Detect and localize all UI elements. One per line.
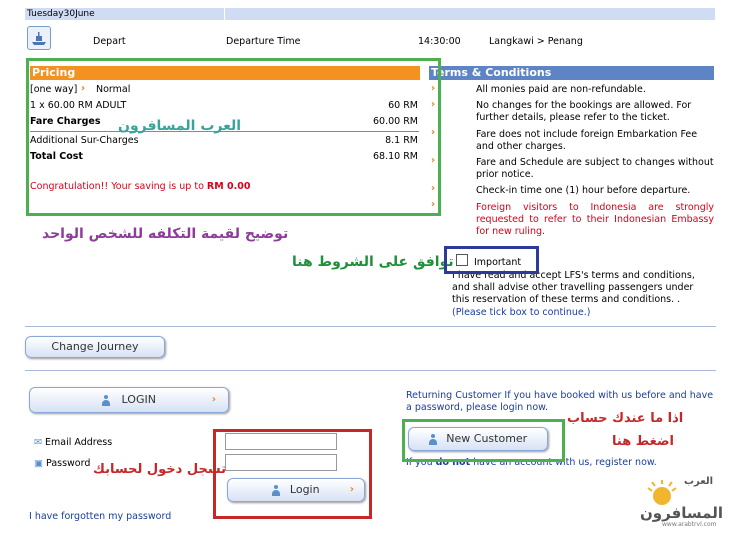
- envelope-icon: ✉: [34, 437, 42, 448]
- watermark-logo: [632, 476, 745, 531]
- new-customer-annotation-1: اذا ما عندك حساب: [567, 411, 684, 426]
- chevron-right-icon: ›: [349, 484, 354, 495]
- chevron-right-icon: ›: [431, 155, 436, 166]
- fare-charges-value: 60.00 RM: [372, 116, 418, 127]
- watermark-url: www.arabtrvl.com: [662, 521, 717, 528]
- forgot-password-link[interactable]: I have forgotten my password: [29, 511, 172, 522]
- watermark-title: المسافرون: [640, 504, 724, 522]
- fare-charges-label: Fare Charges: [30, 116, 101, 127]
- login-header-button[interactable]: [29, 387, 229, 413]
- saving-text: Congratulation!! Your saving is up to: [30, 181, 204, 192]
- fare-class: Normal: [96, 84, 131, 95]
- change-journey-button[interactable]: Change Journey: [25, 336, 165, 358]
- new-customer-highlight-box: [402, 419, 565, 462]
- chevron-right-icon: ›: [431, 83, 436, 94]
- agree-terms-annotation: توافق على الشروط هنا: [292, 254, 454, 270]
- surcharge-value: 8.1 RM: [385, 135, 418, 146]
- date-bar: [25, 8, 224, 20]
- chevron-right-icon: ›: [431, 99, 436, 110]
- section-divider: [25, 326, 716, 327]
- terms-item: All monies paid are non-refundable.: [476, 84, 646, 95]
- terms-warning: Foreign visitors to Indonesia are strongly requested to refer to their Indonesian Embassy for new ruling.: [476, 202, 714, 237]
- chevron-right-icon: ›: [81, 83, 86, 94]
- chevron-right-icon: ›: [431, 127, 436, 138]
- terms-item: Fare and Schedule are subject to changes without prior notice.: [476, 157, 714, 180]
- date-label: Tuesday30June: [27, 9, 95, 19]
- tick-hint: (Please tick box to continue.): [452, 307, 591, 318]
- trip-type: [one way]: [30, 84, 78, 95]
- fare-line-value: 60 RM: [388, 100, 418, 111]
- login-submit-label: Login: [289, 483, 320, 496]
- email-field-label: ✉ Email Address: [34, 437, 113, 448]
- trip-depart-label: Depart: [93, 36, 126, 47]
- important-label: Important: [474, 257, 522, 268]
- chevron-right-icon: ›: [431, 183, 436, 194]
- terms-agreement: I have read and accept LFS's terms and conditions, and shall advise other travelling passengers under this reservation of these terms and conditions. .: [452, 270, 695, 305]
- login-highlight-box: [213, 429, 372, 519]
- date-bar-filler: [225, 8, 715, 20]
- new-customer-annotation-2: اضغط هنا: [612, 434, 675, 449]
- watermark-sub: العرب: [684, 476, 714, 487]
- returning-customer-text: Returning Customer If you have booked with us before and have a password, please login now.: [406, 390, 714, 413]
- forum-name-annotation: العرب المسافرون: [118, 118, 242, 134]
- total-label: Total Cost: [30, 151, 83, 162]
- trip-time: 14:30:00: [418, 36, 461, 47]
- password-field-label: ▣ Password: [34, 458, 91, 469]
- trip-time-label: Departure Time: [226, 36, 301, 47]
- section-divider: [25, 370, 716, 371]
- pricing-header: Pricing: [30, 66, 420, 80]
- terms-item: Check-in time one (1) hour before departure.: [476, 185, 691, 196]
- total-value: 68.10 RM: [372, 151, 418, 162]
- important-highlight-box: [444, 246, 539, 274]
- terms-item: Fare does not include foreign Embarkation Fee and other charges.: [476, 129, 698, 152]
- login-header-label: LOGIN: [121, 393, 156, 406]
- chevron-right-icon: ›: [211, 394, 216, 405]
- trip-route: Langkawi > Penang: [489, 36, 583, 47]
- person-icon: [102, 395, 110, 406]
- lock-icon: ▣: [34, 458, 43, 469]
- chevron-right-icon: ›: [431, 199, 436, 210]
- terms-header: Terms & Conditions: [429, 66, 714, 80]
- new-customer-label: New Customer: [446, 432, 528, 445]
- register-text: If you do not have an account with us, register now.: [406, 457, 657, 468]
- pricing-highlight-box: [26, 58, 441, 216]
- login-hint-annotation: تسجل دخول لحسابك: [93, 462, 226, 477]
- terms-item: No changes for the bookings are allowed. For further details, please refer to the ticket.: [476, 100, 692, 123]
- surcharge-label: Additional Sur-Charges: [30, 135, 139, 146]
- fare-line-label: 1 x 60.00 RM ADULT: [30, 100, 127, 111]
- per-person-annotation: توضيح لقيمة التكلفه للشخص الواحد: [42, 226, 289, 242]
- saving-amount: RM 0.00: [206, 181, 251, 192]
- ferry-icon: [27, 26, 51, 50]
